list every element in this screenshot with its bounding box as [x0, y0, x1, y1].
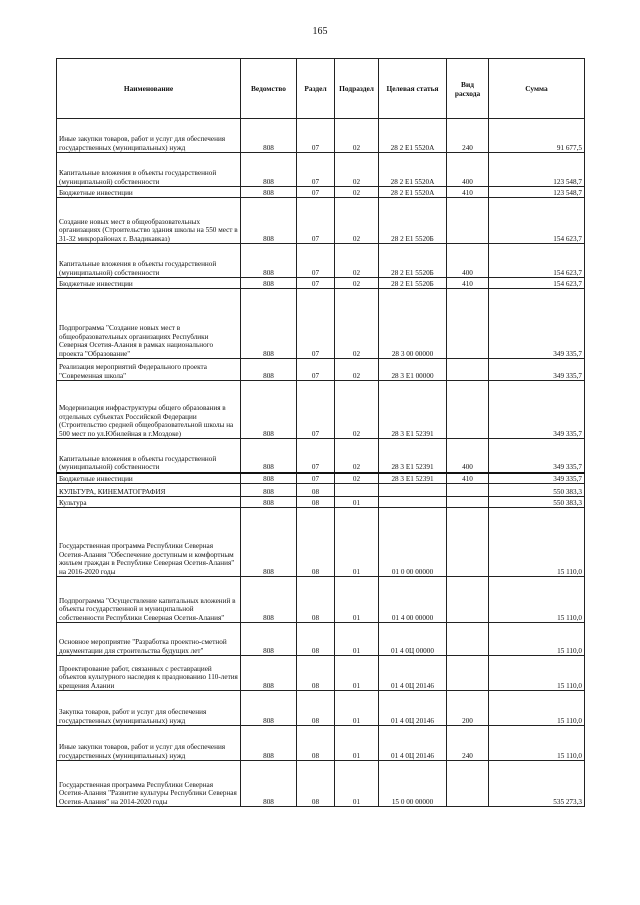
table-row: [57, 497, 585, 508]
table-row: [57, 119, 585, 153]
cell-name: Капитальные вложения в объекты государственной (муниципальной) собственности: [57, 244, 241, 278]
header-target: Целевая статья: [379, 59, 447, 119]
cell-sum: 154 623,7: [489, 278, 585, 289]
table-row: [57, 691, 585, 726]
cell-section: 07: [297, 473, 335, 484]
cell-sum: 123 548,7: [489, 187, 585, 198]
cell-dept: 808: [241, 244, 297, 278]
cell-expense: [447, 484, 489, 497]
cell-dept: 808: [241, 359, 297, 381]
cell-sum: 349 335,7: [489, 289, 585, 359]
table-row: [57, 381, 585, 439]
header-name: Наименование: [57, 59, 241, 119]
cell-name: Культура: [57, 497, 241, 508]
cell-dept: 808: [241, 726, 297, 761]
cell-sum: 349 335,7: [489, 381, 585, 439]
cell-dept: 808: [241, 484, 297, 497]
cell-dept: 808: [241, 187, 297, 198]
cell-subsection: 02: [335, 381, 379, 439]
cell-sum: 15 110,0: [489, 656, 585, 691]
cell-section: 08: [297, 497, 335, 508]
cell-expense: 400: [447, 244, 489, 278]
cell-sum: 550 383,3: [489, 484, 585, 497]
cell-expense: [447, 497, 489, 508]
cell-expense: [447, 359, 489, 381]
cell-dept: 808: [241, 278, 297, 289]
cell-sum: 535 273,3: [489, 761, 585, 807]
cell-section: 07: [297, 381, 335, 439]
cell-target: 28 3 E1 52391: [379, 439, 447, 473]
table-row: [57, 577, 585, 623]
cell-expense: [447, 381, 489, 439]
cell-expense: 400: [447, 153, 489, 187]
cell-sum: 123 548,7: [489, 153, 585, 187]
cell-expense: [447, 289, 489, 359]
table-header-row: [57, 59, 585, 119]
cell-sum: 349 335,7: [489, 473, 585, 484]
cell-section: 07: [297, 198, 335, 244]
cell-subsection: 01: [335, 623, 379, 656]
cell-name: Капитальные вложения в объекты государственной (муниципальной) собственности: [57, 153, 241, 187]
cell-section: 07: [297, 244, 335, 278]
cell-sum: 550 383,3: [489, 497, 585, 508]
cell-subsection: 02: [335, 473, 379, 484]
cell-target: 28 2 E1 5520Б: [379, 244, 447, 278]
cell-subsection: 01: [335, 656, 379, 691]
table-row: [57, 484, 585, 497]
cell-subsection: 02: [335, 244, 379, 278]
cell-target: 28 2 E1 5520А: [379, 119, 447, 153]
cell-target: 28 3 E1 52391: [379, 381, 447, 439]
cell-name: Проектирование работ, связанных с реставрацией объектов культурного наследия к празднованию 110-летия крещения Алании: [57, 656, 241, 691]
header-section: Раздел: [297, 59, 335, 119]
cell-expense: 400: [447, 439, 489, 473]
cell-section: 08: [297, 577, 335, 623]
cell-target: 28 2 E1 5520А: [379, 153, 447, 187]
cell-expense: 410: [447, 278, 489, 289]
cell-target: 01 0 00 00000: [379, 508, 447, 577]
cell-subsection: 02: [335, 153, 379, 187]
cell-sum: 15 110,0: [489, 726, 585, 761]
cell-name: Подпрограмма "Создание новых мест в общеобразовательных организациях Республики Северная Осетия-Алания в рамках национального проекта "Образование": [57, 289, 241, 359]
cell-subsection: 01: [335, 508, 379, 577]
cell-dept: 808: [241, 508, 297, 577]
cell-dept: 808: [241, 289, 297, 359]
cell-expense: [447, 623, 489, 656]
cell-subsection: 01: [335, 761, 379, 807]
cell-name: Государственная программа Республики Северная Осетия-Алания "Развитие культуры Республики Северная Осетия-Алания" на 2014-2020 годы: [57, 761, 241, 807]
cell-dept: 808: [241, 497, 297, 508]
cell-sum: 349 335,7: [489, 439, 585, 473]
cell-name: Модернизация инфраструктуры общего образования в отдельных субъектах Российской Федерации (Строительство средней общеобразовательной школы на 500 мест по ул.Юбилейная в г.Моздоке): [57, 381, 241, 439]
cell-expense: [447, 198, 489, 244]
cell-subsection: 01: [335, 577, 379, 623]
cell-subsection: 02: [335, 119, 379, 153]
table-row: [57, 473, 585, 484]
cell-name: Иные закупки товаров, работ и услуг для обеспечения государственных (муниципальных) нужд: [57, 119, 241, 153]
cell-subsection: 02: [335, 439, 379, 473]
header-dept: Ведомство: [241, 59, 297, 119]
cell-target: [379, 484, 447, 497]
cell-section: 08: [297, 726, 335, 761]
cell-subsection: 02: [335, 187, 379, 198]
cell-subsection: 02: [335, 278, 379, 289]
table-row: [57, 439, 585, 473]
cell-dept: 808: [241, 119, 297, 153]
cell-target: 15 0 00 00000: [379, 761, 447, 807]
cell-subsection: 01: [335, 497, 379, 508]
cell-subsection: 01: [335, 691, 379, 726]
cell-name: Закупка товаров, работ и услуг для обеспечения государственных (муниципальных) нужд: [57, 691, 241, 726]
cell-dept: 808: [241, 439, 297, 473]
cell-sum: 15 110,0: [489, 577, 585, 623]
cell-section: 07: [297, 119, 335, 153]
cell-expense: 410: [447, 473, 489, 484]
budget-table: [56, 58, 585, 807]
cell-target: 01 4 00 00000: [379, 577, 447, 623]
cell-sum: 154 623,7: [489, 198, 585, 244]
page-number: 165: [312, 26, 328, 37]
table-row: [57, 198, 585, 244]
cell-sum: 91 677,5: [489, 119, 585, 153]
cell-section: 07: [297, 359, 335, 381]
cell-sum: 15 110,0: [489, 691, 585, 726]
cell-subsection: 01: [335, 726, 379, 761]
cell-target: 28 3 E1 52391: [379, 473, 447, 484]
cell-dept: 808: [241, 623, 297, 656]
cell-section: 07: [297, 278, 335, 289]
cell-target: 28 3 E1 00000: [379, 359, 447, 381]
cell-target: [379, 497, 447, 508]
cell-expense: [447, 508, 489, 577]
table-row: [57, 761, 585, 807]
cell-name: Бюджетные инвестиции: [57, 278, 241, 289]
cell-target: 28 2 E1 5520Б: [379, 198, 447, 244]
cell-dept: 808: [241, 656, 297, 691]
cell-dept: 808: [241, 198, 297, 244]
cell-section: 07: [297, 187, 335, 198]
cell-name: Иные закупки товаров, работ и услуг для обеспечения государственных (муниципальных) нужд: [57, 726, 241, 761]
cell-name: Бюджетные инвестиции: [57, 187, 241, 198]
cell-name: Государственная программа Республики Северная Осетия-Алания "Обеспечение доступным и комфортным жильем граждан в Республике Северная Осетия-Алания" на 2016-2020 годы: [57, 508, 241, 577]
table-row: [57, 289, 585, 359]
header-expense: Вид расхода: [447, 59, 489, 119]
cell-name: Создание новых мест в общеобразовательных организациях (Строительство здания школы на 550 мест в 31-32 микрорайонах г. Владикавказ): [57, 198, 241, 244]
cell-expense: 200: [447, 691, 489, 726]
cell-section: 08: [297, 656, 335, 691]
cell-sum: 15 110,0: [489, 623, 585, 656]
cell-section: 08: [297, 761, 335, 807]
cell-sum: 154 623,7: [489, 244, 585, 278]
cell-target: 28 2 E1 5520А: [379, 187, 447, 198]
cell-sum: 349 335,7: [489, 359, 585, 381]
cell-expense: [447, 577, 489, 623]
cell-dept: 808: [241, 473, 297, 484]
cell-name: Реализация мероприятий Федерального проекта "Современная школа": [57, 359, 241, 381]
table-row: [57, 508, 585, 577]
table-row: [57, 623, 585, 656]
cell-target: 01 4 0Ц 00000: [379, 623, 447, 656]
table-row: [57, 359, 585, 381]
cell-subsection: [335, 484, 379, 497]
cell-expense: [447, 761, 489, 807]
cell-subsection: 02: [335, 289, 379, 359]
table-row: [57, 278, 585, 289]
table-row: [57, 656, 585, 691]
cell-target: 01 4 0Ц 20146: [379, 656, 447, 691]
cell-section: 08: [297, 691, 335, 726]
table-row: [57, 726, 585, 761]
cell-expense: 410: [447, 187, 489, 198]
cell-expense: 240: [447, 119, 489, 153]
cell-name: КУЛЬТУРА, КИНЕМАТОГРАФИЯ: [57, 484, 241, 497]
header-sum: Сумма: [489, 59, 585, 119]
cell-expense: 240: [447, 726, 489, 761]
cell-section: 08: [297, 508, 335, 577]
table-row: [57, 244, 585, 278]
header-subsection: Подраздел: [335, 59, 379, 119]
cell-target: 01 4 0Ц 20146: [379, 691, 447, 726]
cell-dept: 808: [241, 381, 297, 439]
cell-section: 07: [297, 439, 335, 473]
cell-section: 08: [297, 484, 335, 497]
cell-section: 08: [297, 623, 335, 656]
cell-target: 28 2 E1 5520Б: [379, 278, 447, 289]
cell-subsection: 02: [335, 359, 379, 381]
cell-sum: 15 110,0: [489, 508, 585, 577]
cell-dept: 808: [241, 761, 297, 807]
table-row: [57, 187, 585, 198]
cell-target: 28 3 00 00000: [379, 289, 447, 359]
cell-name: Подпрограмма "Осуществление капитальных вложений в объекты государственной и муниципальной собственности Республики Северная Осетия-Алания": [57, 577, 241, 623]
table-row: [57, 153, 585, 187]
cell-dept: 808: [241, 577, 297, 623]
cell-name: Капитальные вложения в объекты государственной (муниципальной) собственности: [57, 439, 241, 473]
cell-expense: [447, 656, 489, 691]
cell-name: Основное мероприятие "Разработка проектно-сметной документации для строительства будущих лет": [57, 623, 241, 656]
cell-subsection: 02: [335, 198, 379, 244]
cell-target: 01 4 0Ц 20146: [379, 726, 447, 761]
cell-name: Бюджетные инвестиции: [57, 473, 241, 484]
cell-dept: 808: [241, 691, 297, 726]
cell-section: 07: [297, 153, 335, 187]
cell-section: 07: [297, 289, 335, 359]
cell-dept: 808: [241, 153, 297, 187]
